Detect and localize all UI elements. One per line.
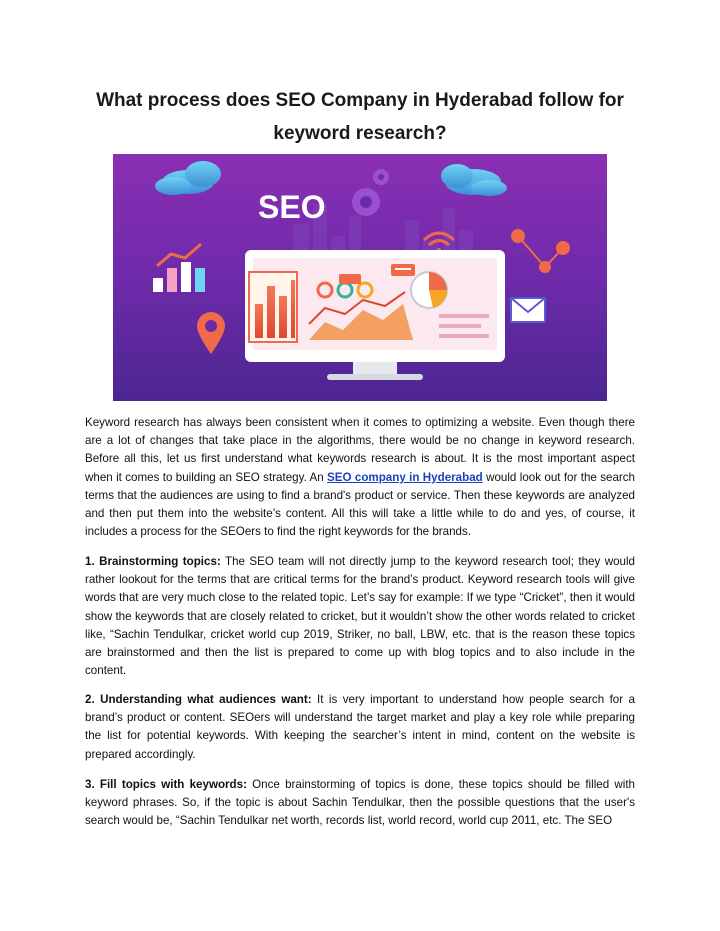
list-item — [85, 691, 635, 764]
chat-bubble-icon — [339, 274, 361, 284]
chat-bubble-icon — [391, 264, 415, 276]
intro-text-start: Keyword research has always been consistent when it comes to optimizing a website. Even though there are a lot of changes that take place in the algorithms, there would be no change in keyword research. Before all this, let us first understand what keywords research is about. It is the most important aspect when it comes to building an SEO strategy. An — [85, 416, 635, 484]
gear-icon — [373, 169, 389, 185]
list-item — [85, 553, 635, 680]
pie-chart-icon — [411, 272, 447, 308]
item-heading: 2. Understanding what audiences want: — [85, 693, 312, 706]
seo-company-link[interactable]: SEO company in Hyderabad — [327, 470, 483, 484]
item-text: It is very important to understand how people search for a brand’s product or content. SEOers will understand the target market and play a key role while preparing the list for potential keywords. With keeping the searcher’s intent in mind, content on the website is prepared accordingly. — [85, 693, 635, 761]
seo-label: SEO — [258, 189, 326, 225]
item-heading: 3. Fill topics with keywords: — [85, 778, 247, 791]
bar-chart-panel — [249, 272, 297, 342]
item-text: The SEO team will not directly jump to the keyword research tool; they would rather lookout for the terms that are critical terms for the brand’s product. Keyword research tools will give words that are very much close to the related topic. Let’s say for example: If we type “Cricket”, then it would show the keywords that are closely related to cricket, but it wouldn’t show the other words related to cricket like, “Sachin Tendulkar, cricket world cup 2019, Striker, no ball, LBW, etc. that is the reason these topics are brainstormed and then the list is prepared to come up with blog topics and to also include in the content. — [85, 555, 635, 678]
gear-icon — [352, 188, 380, 216]
envelope-icon — [511, 298, 545, 322]
page-title: What process does SEO Company in Hyderabad follow for keyword research? — [96, 90, 624, 144]
intro-paragraph — [85, 414, 635, 541]
item-heading: 1. Brainstorming topics: — [85, 555, 221, 568]
intro-text-end: would look out for the search terms that the audiences are using to find a brand's product or service. Then these keywords are analyzed and then put them into the website’s content. All this will take a little while to do and yes, of course, it includes a process for the SEOers to find the right keywords for the brands. — [85, 470, 636, 539]
list-item — [85, 776, 635, 831]
item-text: Once brainstorming of topics is done, these topics should be filled with keyword phrases. So, if the topic is about Sachin Tendulkar, then the possible questions that the user's search would be, “Sachin Tendulkar net worth, records list, world record, world cup 2011, etc. The SEO — [85, 778, 635, 828]
seo-illustration — [113, 154, 607, 401]
